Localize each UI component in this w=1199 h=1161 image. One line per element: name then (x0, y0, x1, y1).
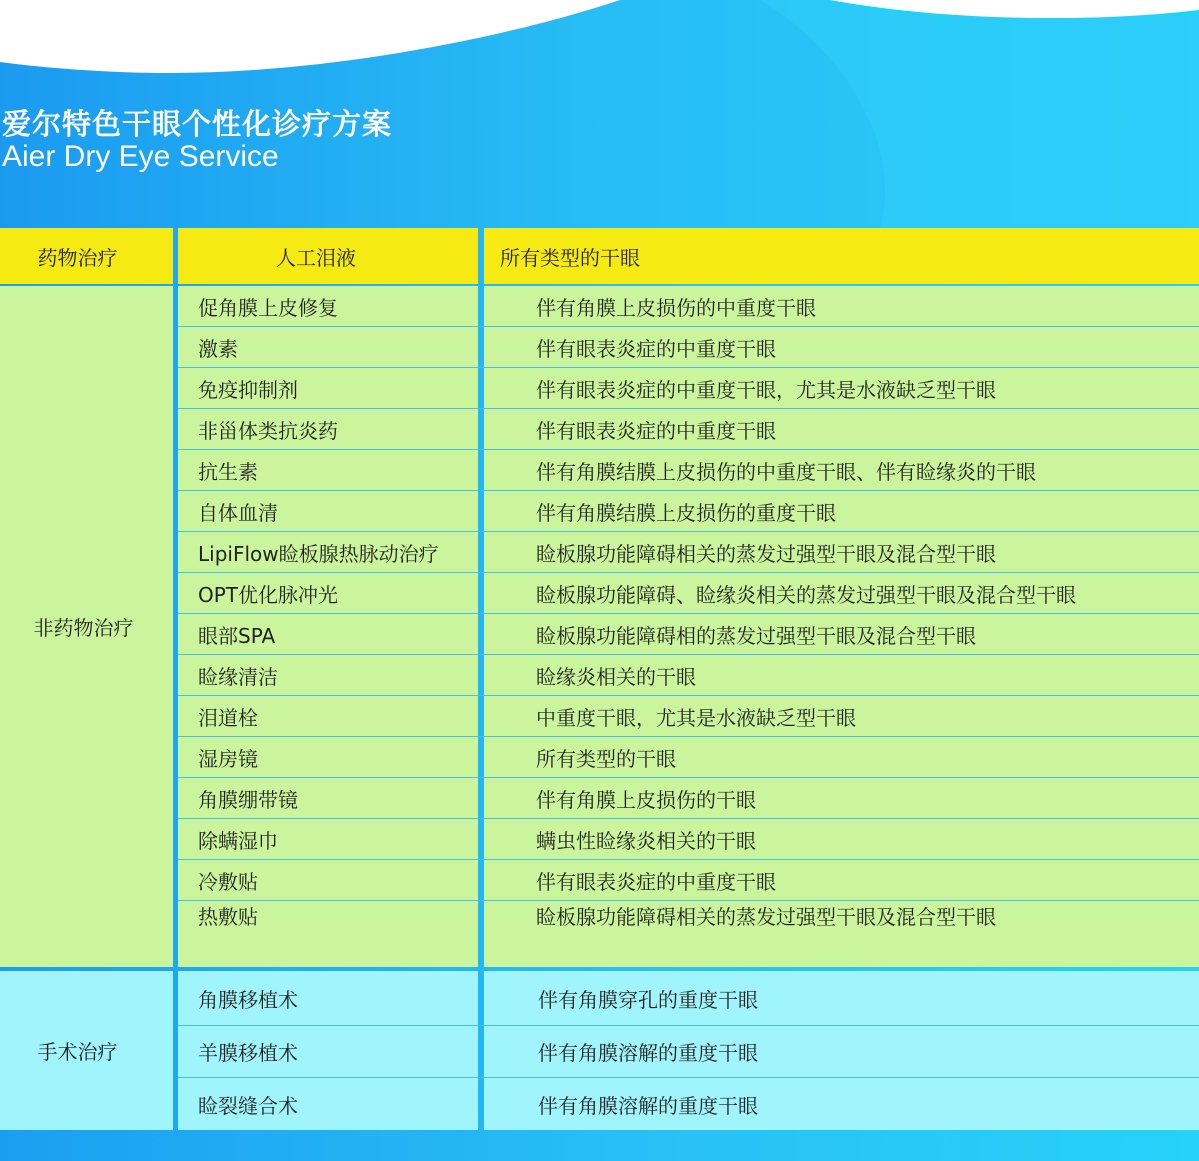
treatment-name: 抗生素 (198, 459, 258, 484)
treatment-name: 自体血清 (198, 500, 278, 525)
table-row (178, 971, 1199, 1026)
treatment-name: 免疫抑制剂 (198, 377, 298, 402)
table-row (178, 901, 1199, 935)
treatment-name: 泪道栓 (198, 705, 258, 730)
treatment-name: 角膜绷带镜 (198, 787, 298, 812)
table-row (178, 450, 1199, 491)
indication-text: 伴有角膜溶解的重度干眼 (538, 1093, 758, 1118)
treatment-name: LipiFlow睑板腺热脉动治疗 (198, 541, 439, 566)
table-header-indication (484, 228, 1199, 284)
table-row (178, 327, 1199, 368)
page-title: 爱尔特色干眼个性化诊疗方案 (2, 107, 393, 141)
indication-text: 睑板腺功能障碍相的蒸发过强型干眼及混合型干眼 (536, 623, 976, 648)
page-subtitle: Aier Dry Eye Service (2, 140, 279, 173)
indication-text: 所有类型的干眼 (536, 746, 676, 771)
table-row (178, 573, 1199, 614)
table-row (178, 737, 1199, 778)
treatment-name: 非甾体类抗炎药 (198, 418, 338, 443)
indication-text: 睑板腺功能障碍、睑缘炎相关的蒸发过强型干眼及混合型干眼 (536, 582, 1076, 607)
header-treatment-label: 人工泪液 (276, 245, 356, 270)
rows-surgery (178, 971, 1199, 1130)
indication-text: 螨虫性睑缘炎相关的干眼 (536, 828, 756, 853)
hero-banner (0, 0, 1199, 228)
table-row (178, 860, 1199, 901)
indication-text: 伴有眼表炎症的中重度干眼 (536, 418, 776, 443)
table-row (178, 696, 1199, 737)
header-category-label: 药物治疗 (37, 245, 118, 270)
group-label: 非药物治疗 (33, 616, 134, 640)
group-cell-surgery (0, 971, 173, 1130)
table-header-category (0, 228, 173, 284)
table-row (178, 409, 1199, 450)
table-row (178, 614, 1199, 655)
table-row (178, 778, 1199, 819)
indication-text: 睑板腺功能障碍相关的蒸发过强型干眼及混合型干眼 (536, 541, 996, 566)
indication-text: 伴有眼表炎症的中重度干眼，尤其是水液缺乏型干眼 (536, 377, 996, 402)
indication-text: 伴有眼表炎症的中重度干眼 (536, 336, 776, 361)
treatment-name: 冷敷贴 (198, 869, 258, 894)
indication-text: 睑缘炎相关的干眼 (536, 664, 696, 689)
treatment-name: 睑裂缝合术 (198, 1093, 298, 1118)
treatment-name: 除螨湿巾 (198, 828, 278, 853)
indication-text: 伴有角膜结膜上皮损伤的中重度干眼、伴有睑缘炎的干眼 (536, 459, 1036, 484)
header-indication-label: 所有类型的干眼 (500, 245, 640, 270)
treatment-name: 角膜移植术 (198, 987, 298, 1012)
treatment-name: 湿房镜 (198, 746, 258, 771)
indication-text: 伴有角膜上皮损伤的干眼 (536, 787, 756, 812)
treatment-name: 睑缘清洁 (198, 664, 278, 689)
treatment-name: OPT优化脉冲光 (198, 582, 339, 607)
table-row (178, 491, 1199, 532)
table-row (178, 1026, 1199, 1078)
indication-text: 伴有角膜结膜上皮损伤的重度干眼 (536, 500, 836, 525)
group-label: 手术治疗 (37, 1040, 118, 1064)
indication-text: 伴有角膜溶解的重度干眼 (538, 1041, 758, 1065)
indication-text: 中重度干眼，尤其是水液缺乏型干眼 (536, 705, 856, 730)
table-row (178, 368, 1199, 409)
indication-text: 伴有角膜穿孔的重度干眼 (538, 987, 758, 1012)
indication-text: 睑板腺功能障碍相关的蒸发过强型干眼及混合型干眼 (536, 905, 996, 929)
table-row (178, 655, 1199, 696)
table-row (178, 1078, 1199, 1130)
treatment-name: 羊膜移植术 (198, 1041, 298, 1065)
rows-non-drug (178, 286, 1199, 967)
table-row (178, 819, 1199, 860)
treatment-name: 眼部SPA (198, 623, 276, 648)
table-header-treatment (178, 228, 478, 284)
table-row (178, 286, 1199, 327)
treatment-name: 热敷贴 (198, 905, 258, 929)
group-cell-non-drug (0, 286, 173, 967)
table-row (178, 532, 1199, 573)
treatment-name: 促角膜上皮修复 (198, 295, 338, 320)
treatment-name: 激素 (198, 336, 238, 361)
indication-text: 伴有眼表炎症的中重度干眼 (536, 869, 776, 894)
indication-text: 伴有角膜上皮损伤的中重度干眼 (536, 295, 816, 320)
